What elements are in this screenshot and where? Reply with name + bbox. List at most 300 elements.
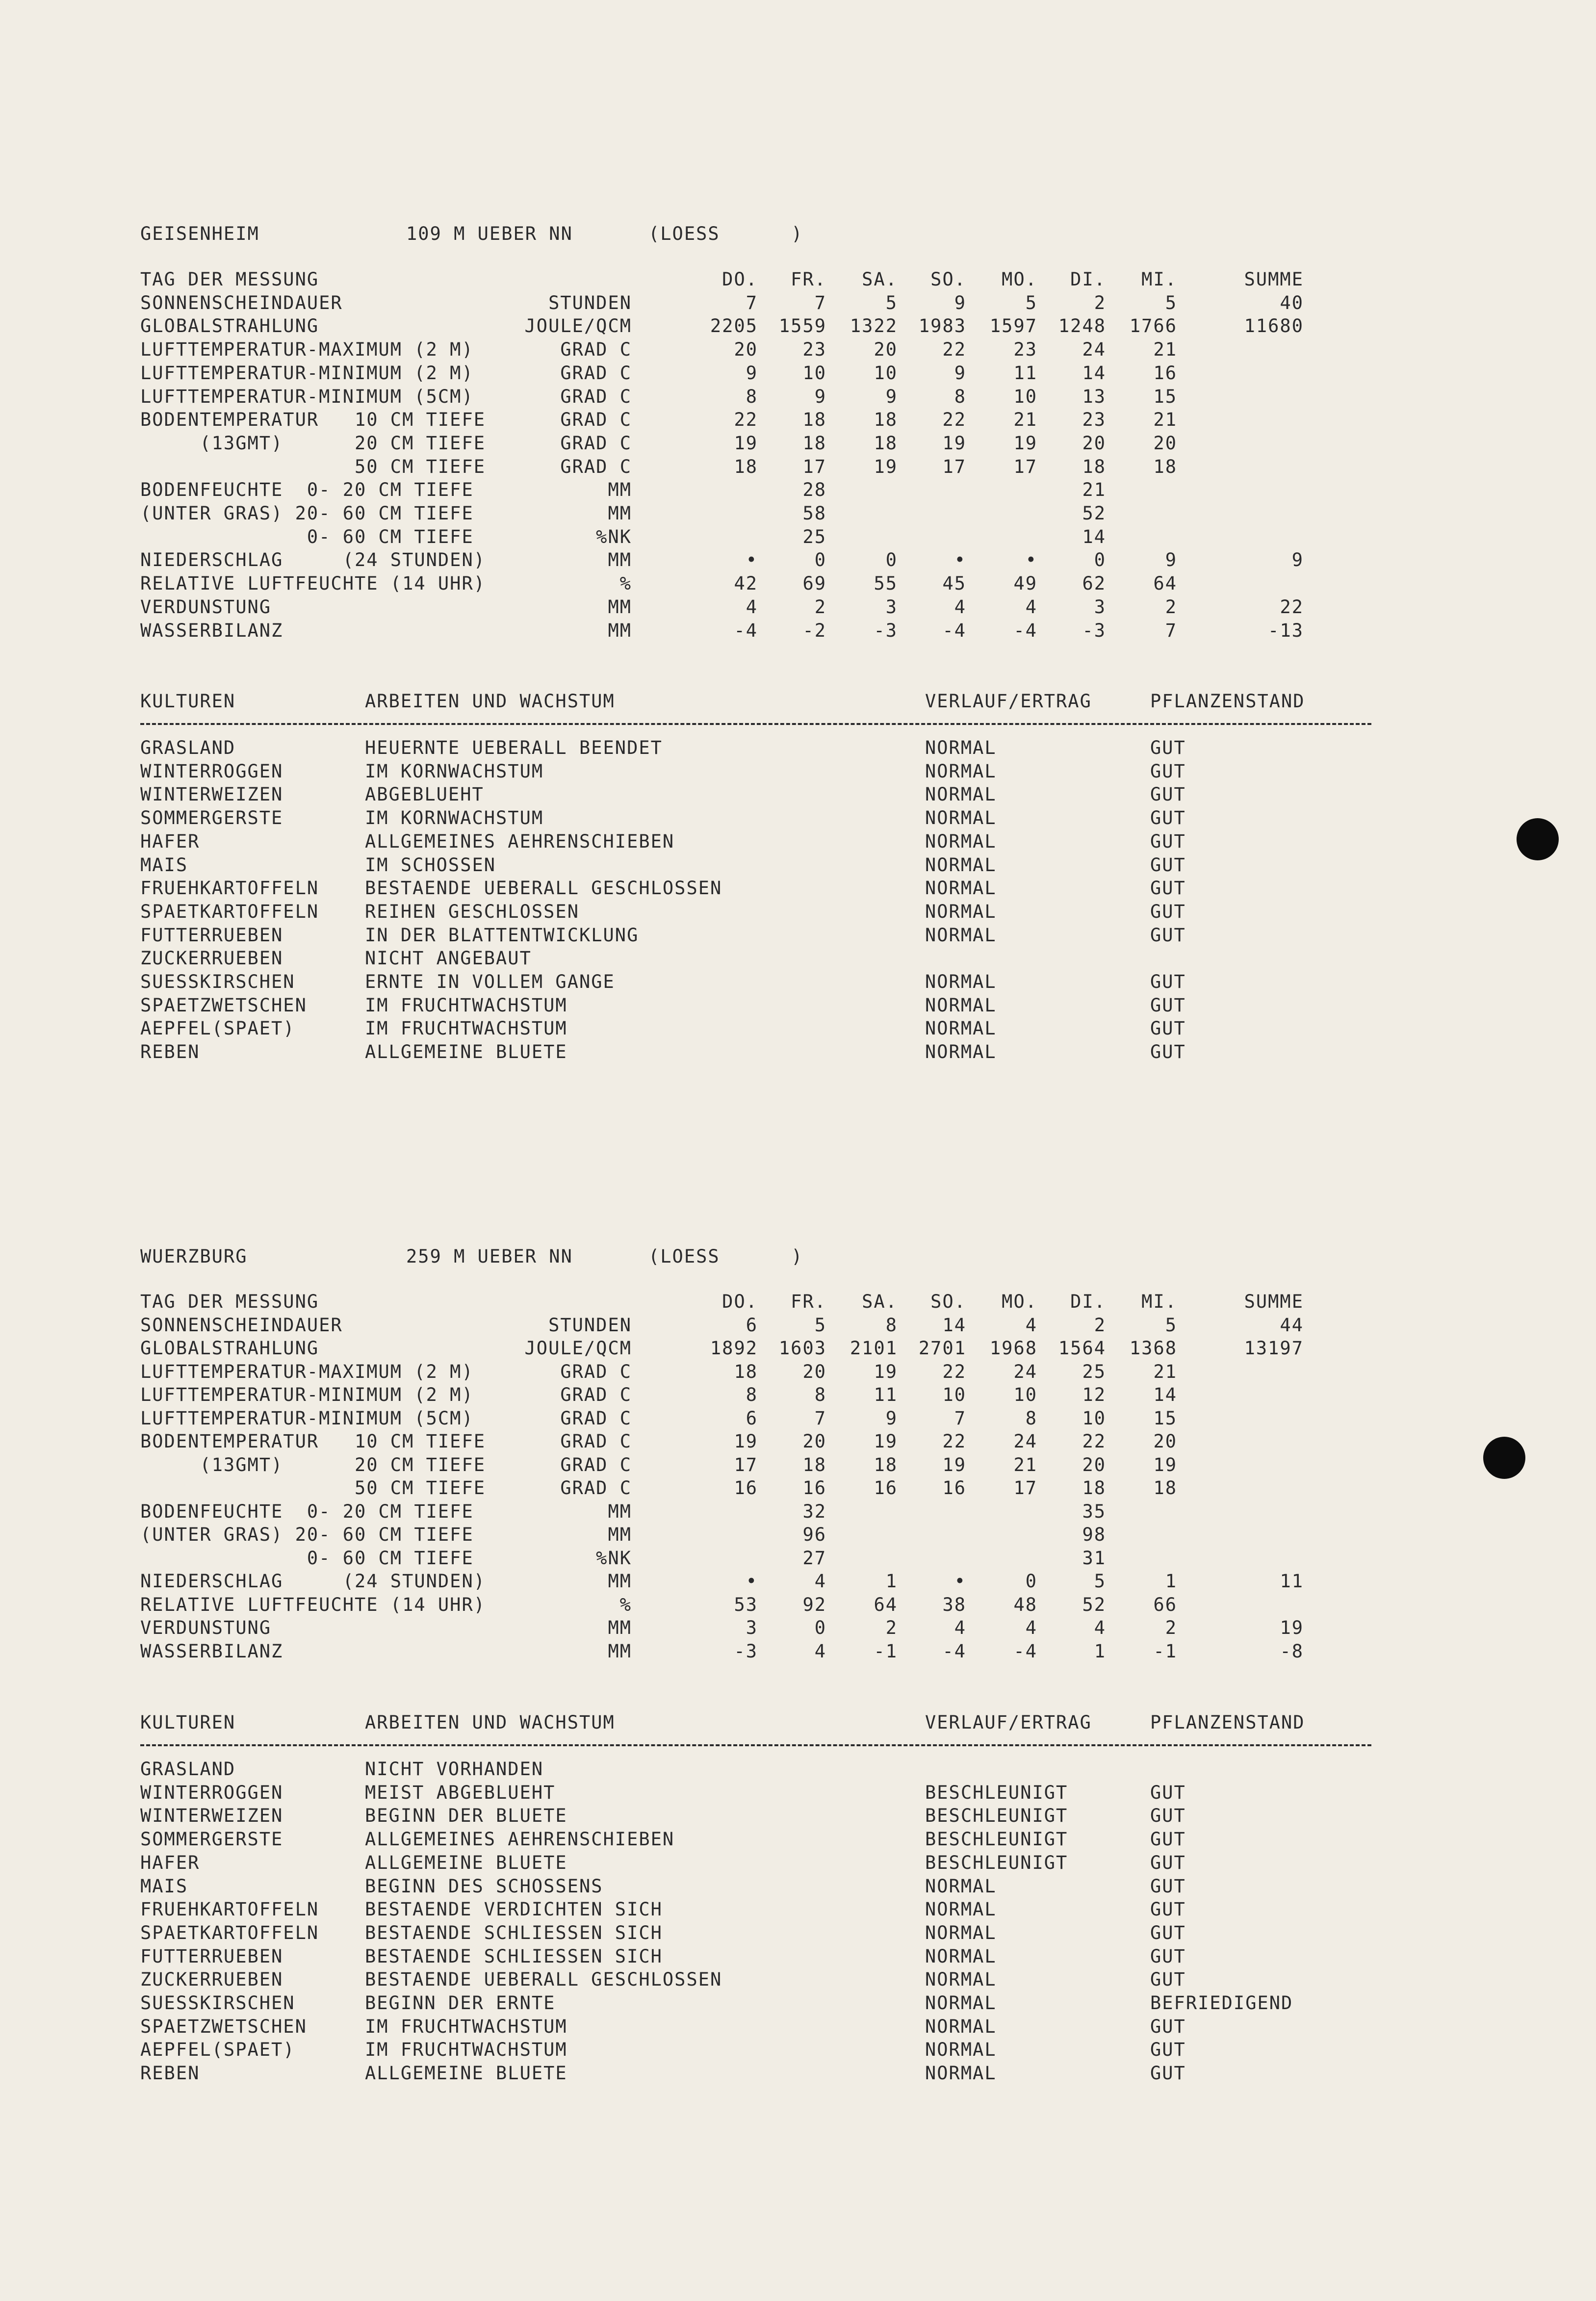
weather-value: 4 (1094, 1617, 1106, 1638)
crop-work: IM FRUCHTWACHSTUM (365, 994, 567, 1016)
weather-row-label: GLOBALSTRAHLUNG (140, 1338, 319, 1359)
weather-value: 2 (1165, 1617, 1177, 1638)
weather-value: 19 (734, 432, 758, 454)
weather-value: 1 (1165, 1571, 1177, 1592)
crop-work: ERNTE IN VOLLEM GANGE (365, 971, 615, 992)
crop-state: GUT (1150, 1782, 1186, 1803)
station-elevation: 109 M UEBER NN (406, 223, 573, 244)
weather-value: 16 (734, 1477, 758, 1499)
weather-value: 20 (1153, 1431, 1177, 1452)
crop-state: GUT (1150, 784, 1186, 805)
weather-row-unit: GRAD C (560, 362, 632, 384)
weather-row-label: RELATIVE LUFTFEUCHTE (14 UHR) (140, 1594, 486, 1615)
weather-row-label: (13GMT) 20 CM TIEFE (140, 432, 486, 454)
crop-course: BESCHLEUNIGT (925, 1829, 1068, 1850)
weather-value: 10 (802, 362, 826, 384)
crops-header-state: PFLANZENSTAND (1150, 691, 1305, 712)
crop-name: AEPFEL(SPAET) (140, 2039, 295, 2061)
crop-course: NORMAL (925, 1922, 997, 1943)
crop-name: MAIS (140, 1875, 188, 1897)
weather-value: 1564 (1058, 1338, 1106, 1359)
weather-value: 9 (885, 1407, 898, 1429)
crop-work: BESTAENDE UEBERALL GESCHLOSSEN (365, 1969, 722, 1991)
crop-state: GUT (1150, 2016, 1186, 2037)
weather-sum: 19 (1280, 1617, 1304, 1638)
weather-value: 64 (1153, 573, 1177, 595)
weather-value: 20 (1082, 432, 1106, 454)
weather-row-unit: GRAD C (560, 1407, 632, 1429)
crop-state: GUT (1150, 830, 1186, 852)
weather-value: 69 (802, 573, 826, 595)
weather-value: 19 (1153, 1454, 1177, 1475)
weather-value: 18 (802, 432, 826, 454)
crop-work: BESTAENDE UEBERALL GESCHLOSSEN (365, 878, 722, 899)
weather-value: 64 (874, 1594, 898, 1615)
weather-row-unit: GRAD C (560, 1431, 632, 1452)
weather-value: 14 (942, 1314, 966, 1336)
weather-value: 92 (802, 1594, 826, 1615)
weather-value: 10 (874, 362, 898, 384)
weather-value: • (954, 549, 966, 571)
day-header: MI. (1141, 1291, 1177, 1312)
weather-value: 5 (1165, 292, 1177, 313)
weather-value: 8 (885, 1314, 898, 1336)
crop-state: GUT (1150, 1875, 1186, 1897)
weather-row-label: VERDUNSTUNG (140, 1617, 272, 1638)
weather-row-unit: MM (608, 479, 632, 501)
crop-state: GUT (1150, 737, 1186, 758)
day-header: FR. (791, 269, 826, 290)
crop-work: BESTAENDE SCHLIESSEN SICH (365, 1945, 663, 1967)
weather-value: 21 (1153, 339, 1177, 361)
weather-value: 17 (1013, 456, 1037, 477)
weather-value: 22 (942, 1431, 966, 1452)
weather-value: -3 (874, 620, 898, 641)
crops-header-culture: KULTUREN (140, 691, 236, 712)
weather-row-label: LUFTTEMPERATUR-MAXIMUM (2 M) (140, 1361, 474, 1382)
crop-work: BESTAENDE VERDICHTEN SICH (365, 1899, 663, 1920)
crop-work: IM FRUCHTWACHSTUM (365, 2016, 567, 2037)
weather-value: 16 (942, 1477, 966, 1499)
weather-value: 5 (1165, 1314, 1177, 1336)
crop-work: ALLGEMEINE BLUETE (365, 1852, 567, 1873)
weather-value: 20 (734, 339, 758, 361)
weather-value: 18 (802, 1454, 826, 1475)
weather-row-unit: % (619, 1594, 632, 1615)
crop-name: WINTERROGGEN (140, 1782, 283, 1803)
crop-name: SUESSKIRSCHEN (140, 971, 295, 992)
weather-sum: 11680 (1244, 315, 1304, 337)
weather-value: 16 (1153, 362, 1177, 384)
weather-value: 11 (1013, 362, 1037, 384)
crop-state: GUT (1150, 807, 1186, 829)
weather-sum: 13197 (1244, 1338, 1304, 1359)
weather-value: 14 (1082, 526, 1106, 547)
weather-value: 1597 (989, 315, 1037, 337)
crop-work: IM KORNWACHSTUM (365, 807, 544, 829)
weather-value: 21 (1013, 409, 1037, 431)
weather-row-unit: GRAD C (560, 339, 632, 361)
day-header: DI. (1070, 269, 1106, 290)
weather-value: 0 (1025, 1571, 1037, 1592)
weather-value: 19 (942, 432, 966, 454)
crop-name: SPAETKARTOFFELN (140, 1922, 319, 1943)
weather-value: 5 (885, 292, 898, 313)
crops-header-course: VERLAUF/ERTRAG (925, 1712, 1092, 1733)
weather-row-label: LUFTTEMPERATUR-MINIMUM (2 M) (140, 362, 474, 384)
weather-value: 3 (885, 596, 898, 618)
weather-row-unit: STUNDEN (548, 292, 632, 313)
weather-value: 0 (814, 549, 826, 571)
weather-value: 18 (1153, 456, 1177, 477)
weather-value: 0 (814, 1617, 826, 1638)
weather-value: 17 (734, 1454, 758, 1475)
weather-value: 7 (954, 1407, 966, 1429)
weather-value: 96 (802, 1524, 826, 1545)
weather-row-unit: MM (608, 596, 632, 618)
crop-name: HAFER (140, 1852, 200, 1873)
weather-value: 38 (942, 1594, 966, 1615)
crop-course: NORMAL (925, 1875, 997, 1897)
weather-value: 2 (1094, 292, 1106, 313)
weather-value: 9 (1165, 549, 1177, 571)
crops-header-work: ARBEITEN UND WACHSTUM (365, 691, 615, 712)
crop-course: NORMAL (925, 784, 997, 805)
weather-value: 5 (1025, 292, 1037, 313)
weather-value: 1248 (1058, 315, 1106, 337)
weather-value: 18 (874, 1454, 898, 1475)
soil-type: (LOESS ) (648, 223, 803, 244)
weather-row-label: VERDUNSTUNG (140, 596, 272, 618)
weather-value: 1 (1094, 1640, 1106, 1662)
weather-value: 18 (802, 409, 826, 431)
crop-work: BEGINN DER ERNTE (365, 1992, 556, 2014)
weather-value: 24 (1082, 339, 1106, 361)
weather-value: 12 (1082, 1384, 1106, 1405)
crop-state: GUT (1150, 2063, 1186, 2084)
weather-value: 55 (874, 573, 898, 595)
weather-row-label: BODENTEMPERATUR 10 CM TIEFE (140, 1431, 486, 1452)
weather-value: 21 (1013, 1454, 1037, 1475)
weather-value: 9 (954, 292, 966, 313)
weather-value: 11 (874, 1384, 898, 1405)
weather-row-label: LUFTTEMPERATUR-MINIMUM (5CM) (140, 1407, 474, 1429)
weather-value: 62 (1082, 573, 1106, 595)
crops-header-work: ARBEITEN UND WACHSTUM (365, 1712, 615, 1733)
crop-name: SOMMERGERSTE (140, 807, 283, 829)
weather-value: 8 (746, 1384, 758, 1405)
crops-header-culture: KULTUREN (140, 1712, 236, 1733)
weather-sum: -8 (1280, 1640, 1304, 1662)
weather-value: 5 (814, 1314, 826, 1336)
crop-course: NORMAL (925, 2016, 997, 2037)
weather-value: 32 (802, 1500, 826, 1522)
punch-hole-top (1517, 818, 1559, 860)
weather-value: 8 (954, 386, 966, 407)
station-name: WUERZBURG (140, 1246, 248, 1267)
weather-value: 18 (1082, 456, 1106, 477)
weather-value: 4 (954, 1617, 966, 1638)
weather-value: 22 (942, 409, 966, 431)
crop-work: NICHT VORHANDEN (365, 1758, 544, 1780)
weather-row-label: GLOBALSTRAHLUNG (140, 315, 319, 337)
weather-value: 49 (1013, 573, 1037, 595)
weather-value: 20 (1082, 1454, 1106, 1475)
crops-divider (140, 723, 1371, 725)
crop-name: HAFER (140, 830, 200, 852)
weather-row-label: LUFTTEMPERATUR-MINIMUM (2 M) (140, 1384, 474, 1405)
weather-value: 23 (1013, 339, 1037, 361)
weather-value: 9 (885, 386, 898, 407)
crop-name: GRASLAND (140, 1758, 236, 1780)
weather-row-label: SONNENSCHEINDAUER (140, 1314, 343, 1336)
weather-sum: 40 (1280, 292, 1304, 313)
weather-value: 25 (1082, 1361, 1106, 1382)
weather-value: 4 (1025, 1617, 1037, 1638)
crop-state: GUT (1150, 1018, 1186, 1039)
crop-state: GUT (1150, 760, 1186, 782)
weather-row-label: NIEDERSCHLAG (24 STUNDEN) (140, 1571, 486, 1592)
weather-value: 58 (802, 503, 826, 524)
crop-state: GUT (1150, 1041, 1186, 1063)
crop-work: IN DER BLATTENTWICKLUNG (365, 924, 639, 946)
weather-row-label: SONNENSCHEINDAUER (140, 292, 343, 313)
day-header: MI. (1141, 269, 1177, 290)
weather-value: 22 (734, 409, 758, 431)
weather-row-label: WASSERBILANZ (140, 1640, 283, 1662)
crop-work: ALLGEMEINE BLUETE (365, 1041, 567, 1063)
weather-value: 22 (942, 1361, 966, 1382)
day-header: SO. (930, 1291, 966, 1312)
weather-value: 2205 (710, 315, 758, 337)
crop-state: GUT (1150, 1922, 1186, 1943)
weather-value: 18 (734, 1361, 758, 1382)
crop-name: WINTERWEIZEN (140, 1805, 283, 1827)
weather-row-label: NIEDERSCHLAG (24 STUNDEN) (140, 549, 486, 571)
crop-work: BESTAENDE SCHLIESSEN SICH (365, 1922, 663, 1943)
weather-value: 2 (1094, 1314, 1106, 1336)
weather-row-unit: MM (608, 1617, 632, 1638)
crop-name: FRUEHKARTOFFELN (140, 1899, 319, 1920)
crop-work: IM SCHOSSEN (365, 854, 496, 876)
weather-value: 18 (734, 456, 758, 477)
crop-name: FUTTERRUEBEN (140, 924, 283, 946)
crop-work: IM FRUCHTWACHSTUM (365, 1018, 567, 1039)
weather-value: 8 (1025, 1407, 1037, 1429)
crop-work: NICHT ANGEBAUT (365, 948, 532, 969)
weather-value: 23 (802, 339, 826, 361)
weather-value: 4 (1025, 596, 1037, 618)
weather-value: 10 (1013, 386, 1037, 407)
weather-value: 19 (1013, 432, 1037, 454)
weather-value: 0 (1094, 549, 1106, 571)
crop-course: NORMAL (925, 1018, 997, 1039)
weather-row-unit: GRAD C (560, 432, 632, 454)
weather-row-unit: %NK (596, 1547, 632, 1569)
crop-state: GUT (1150, 854, 1186, 876)
weather-row-unit: GRAD C (560, 1384, 632, 1405)
crop-state: GUT (1150, 901, 1186, 922)
weather-value: 6 (746, 1314, 758, 1336)
weather-row-unit: MM (608, 1524, 632, 1545)
weather-value: 20 (874, 339, 898, 361)
weather-value: 15 (1153, 1407, 1177, 1429)
weather-row-unit: MM (608, 620, 632, 641)
weather-row-unit: %NK (596, 526, 632, 547)
weather-row-unit: MM (608, 503, 632, 524)
weather-value: 48 (1013, 1594, 1037, 1615)
day-header: SO. (930, 269, 966, 290)
weather-value: 1968 (989, 1338, 1037, 1359)
weather-value: 21 (1153, 409, 1177, 431)
crop-course: NORMAL (925, 737, 997, 758)
sum-header: SUMME (1244, 269, 1304, 290)
weather-value: • (954, 1571, 966, 1592)
weather-value: 1368 (1129, 1338, 1177, 1359)
crop-work: IM KORNWACHSTUM (365, 760, 544, 782)
crop-work: ALLGEMEINES AEHRENSCHIEBEN (365, 1829, 675, 1850)
weather-value: -4 (942, 620, 966, 641)
weather-value: • (746, 549, 758, 571)
weather-value: 7 (746, 292, 758, 313)
day-header: FR. (791, 1291, 826, 1312)
weather-value: 14 (1153, 1384, 1177, 1405)
weather-value: 19 (874, 456, 898, 477)
weather-sum: -13 (1268, 620, 1304, 641)
weather-row-label: (13GMT) 20 CM TIEFE (140, 1454, 486, 1475)
crop-name: FUTTERRUEBEN (140, 1945, 283, 1967)
weather-row-unit: GRAD C (560, 409, 632, 431)
crop-name: REBEN (140, 1041, 200, 1063)
weather-value: 20 (1153, 432, 1177, 454)
crop-state: GUT (1150, 1969, 1186, 1991)
weather-value: 8 (746, 386, 758, 407)
crop-name: WINTERWEIZEN (140, 784, 283, 805)
weather-value: 10 (1082, 1407, 1106, 1429)
crop-work: BEGINN DER BLUETE (365, 1805, 567, 1827)
weather-value: 21 (1082, 479, 1106, 501)
crop-work: ALLGEMEINES AEHRENSCHIEBEN (365, 830, 675, 852)
crop-name: ZUCKERRUEBEN (140, 1969, 283, 1991)
soil-type: (LOESS ) (648, 1246, 803, 1267)
station-name: GEISENHEIM (140, 223, 259, 244)
crop-state: GUT (1150, 1852, 1186, 1873)
day-header: DI. (1070, 1291, 1106, 1312)
weather-row-label: WASSERBILANZ (140, 620, 283, 641)
weather-row-unit: MM (608, 1571, 632, 1592)
weather-value: • (746, 1571, 758, 1592)
weather-row-label: 50 CM TIEFE (140, 1477, 486, 1499)
weather-value: 10 (1013, 1384, 1037, 1405)
crop-course: NORMAL (925, 2063, 997, 2084)
weather-value: -4 (1013, 620, 1037, 641)
weather-value: 52 (1082, 1594, 1106, 1615)
weather-row-unit: % (619, 573, 632, 595)
sum-header: SUMME (1244, 1291, 1304, 1312)
weather-header-label: TAG DER MESSUNG (140, 1291, 319, 1312)
weather-row-label: (UNTER GRAS) 20- 60 CM TIEFE (140, 1524, 474, 1545)
weather-value: 1 (885, 1571, 898, 1592)
weather-value: 28 (802, 479, 826, 501)
day-header: SA. (862, 269, 898, 290)
weather-value: -4 (942, 1640, 966, 1662)
weather-value: 0 (885, 549, 898, 571)
weather-row-unit: MM (608, 549, 632, 571)
weather-row-unit: GRAD C (560, 456, 632, 477)
weather-row-label: LUFTTEMPERATUR-MAXIMUM (2 M) (140, 339, 474, 361)
weather-value: 19 (874, 1431, 898, 1452)
crops-header-course: VERLAUF/ERTRAG (925, 691, 1092, 712)
weather-value: 3 (746, 1617, 758, 1638)
crop-work: BEGINN DES SCHOSSENS (365, 1875, 603, 1897)
weather-row-unit: MM (608, 1500, 632, 1522)
crops-divider (140, 1744, 1371, 1746)
weather-value: 19 (942, 1454, 966, 1475)
weather-value: 18 (874, 409, 898, 431)
weather-value: 19 (874, 1361, 898, 1382)
crop-course: NORMAL (925, 854, 997, 876)
crop-course: BESCHLEUNIGT (925, 1805, 1068, 1827)
weather-value: -2 (802, 620, 826, 641)
weather-value: 23 (1082, 409, 1106, 431)
weather-value: 4 (1025, 1314, 1037, 1336)
weather-row-unit: STUNDEN (548, 1314, 632, 1336)
crop-name: MAIS (140, 854, 188, 876)
crop-name: ZUCKERRUEBEN (140, 948, 283, 969)
crop-course: NORMAL (925, 1041, 997, 1063)
weather-value: 4 (814, 1571, 826, 1592)
weather-value: 7 (1165, 620, 1177, 641)
weather-value: 18 (1153, 1477, 1177, 1499)
crop-work: IM FRUCHTWACHSTUM (365, 2039, 567, 2061)
punch-hole-bottom (1483, 1437, 1525, 1479)
weather-row-label: BODENFEUCHTE 0- 20 CM TIEFE (140, 479, 474, 501)
weather-value: -4 (734, 620, 758, 641)
weather-value: • (1025, 549, 1037, 571)
weather-row-label: 0- 60 CM TIEFE (140, 526, 474, 547)
station-elevation: 259 M UEBER NN (406, 1246, 573, 1267)
weather-row-label: (UNTER GRAS) 20- 60 CM TIEFE (140, 503, 474, 524)
weather-value: 24 (1013, 1431, 1037, 1452)
crop-name: WINTERROGGEN (140, 760, 283, 782)
weather-value: -3 (734, 1640, 758, 1662)
weather-value: 17 (942, 456, 966, 477)
weather-value: 19 (734, 1431, 758, 1452)
crop-course: NORMAL (925, 1945, 997, 1967)
weather-value: 15 (1153, 386, 1177, 407)
weather-value: 4 (954, 596, 966, 618)
weather-value: 1559 (778, 315, 826, 337)
crop-state: GUT (1150, 994, 1186, 1016)
day-header: MO. (1002, 1291, 1037, 1312)
weather-value: 14 (1082, 362, 1106, 384)
crop-name: GRASLAND (140, 737, 236, 758)
crop-name: REBEN (140, 2063, 200, 2084)
crop-work: ALLGEMEINE BLUETE (365, 2063, 567, 2084)
crop-course: NORMAL (925, 807, 997, 829)
weather-value: 2 (1165, 596, 1177, 618)
weather-value: 1603 (778, 1338, 826, 1359)
weather-row-label: BODENFEUCHTE 0- 20 CM TIEFE (140, 1500, 474, 1522)
crop-course: NORMAL (925, 994, 997, 1016)
crop-state: GUT (1150, 1805, 1186, 1827)
weather-value: 53 (734, 1594, 758, 1615)
weather-value: 45 (942, 573, 966, 595)
weather-value: -1 (874, 1640, 898, 1662)
crop-course: NORMAL (925, 2039, 997, 2061)
weather-value: 1892 (710, 1338, 758, 1359)
weather-value: 24 (1013, 1361, 1037, 1382)
